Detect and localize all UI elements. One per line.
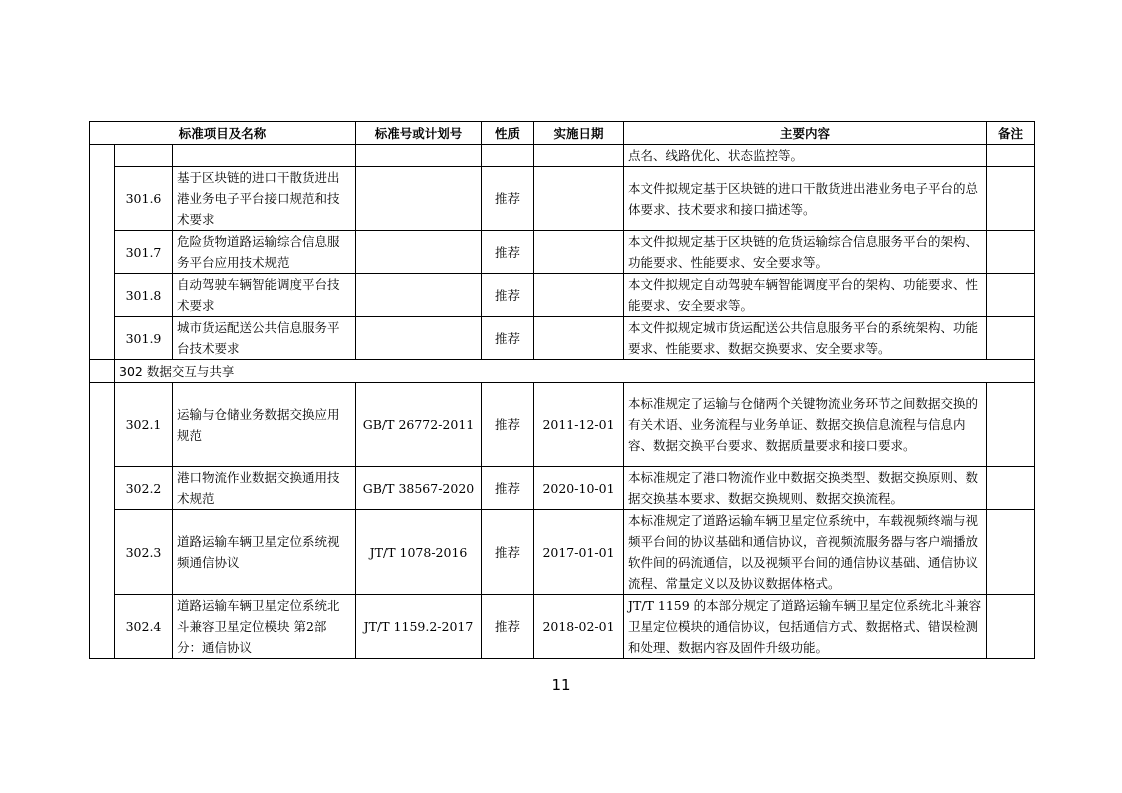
row-name [173, 145, 356, 167]
row-number: 302.2 [115, 467, 173, 510]
row-nature: 推荐 [482, 231, 534, 274]
row-content: 本文件拟规定基于区块链的危货运输综合信息服务平台的架构、功能要求、性能要求、安全要求等。 [624, 231, 987, 274]
row-name: 道路运输车辆卫星定位系统视频通信协议 [173, 510, 356, 595]
table-row [90, 231, 1035, 274]
row-code [356, 231, 482, 274]
row-code [356, 145, 482, 167]
row-code [356, 167, 482, 231]
row-remark [987, 510, 1035, 595]
row-name: 基于区块链的进口干散货进出港业务电子平台接口规范和技术要求 [173, 167, 356, 231]
section-title: 302 数据交互与共享 [115, 360, 1035, 383]
header-code: 标准号或计划号 [356, 122, 482, 145]
row-code [356, 274, 482, 317]
row-remark [987, 467, 1035, 510]
section-row [90, 360, 1035, 383]
row-number: 302.3 [115, 510, 173, 595]
row-date [534, 145, 624, 167]
row-content: JT/T 1159 的本部分规定了道路运输车辆卫星定位系统北斗兼容卫星定位模块的通信协议，包括通信方式、数据格式、错误检测和处理、数据内容及固件升级功能。 [624, 595, 987, 659]
row-date [534, 167, 624, 231]
row-nature: 推荐 [482, 467, 534, 510]
row-content: 本标准规定了港口物流作业中数据交换类型、数据交换原则、数据交换基本要求、数据交换规则、数据交换流程。 [624, 467, 987, 510]
row-content: 本文件拟规定基于区块链的进口干散货进出港业务电子平台的总体要求、技术要求和接口描述等。 [624, 167, 987, 231]
page-number: 11 [551, 676, 571, 694]
row-code: JT/T 1078-2016 [356, 510, 482, 595]
row-nature: 推荐 [482, 317, 534, 360]
row-date: 2020-10-01 [534, 467, 624, 510]
header-nature: 性质 [482, 122, 534, 145]
row-number: 301.6 [115, 167, 173, 231]
row-content: 点名、线路优化、状态监控等。 [624, 145, 987, 167]
indent-cell [90, 383, 115, 659]
row-content: 本文件拟规定城市货运配送公共信息服务平台的系统架构、功能要求、性能要求、数据交换要求、安全要求等。 [624, 317, 987, 360]
row-remark [987, 274, 1035, 317]
row-name: 危险货物道路运输综合信息服务平台应用技术规范 [173, 231, 356, 274]
table-row [90, 383, 1035, 467]
row-name: 自动驾驶车辆智能调度平台技术要求 [173, 274, 356, 317]
row-code: GB/T 38567-2020 [356, 467, 482, 510]
row-content: 本标准规定了运输与仓储两个关键物流业务环节之间数据交换的有关术语、业务流程与业务单证、数据交换信息流程与信息内容、数据交换平台要求、数据质量要求和接口要求。 [624, 383, 987, 467]
row-date: 2017-01-01 [534, 510, 624, 595]
row-number: 302.1 [115, 383, 173, 467]
row-nature: 推荐 [482, 274, 534, 317]
row-number: 302.4 [115, 595, 173, 659]
row-content: 本标准规定了道路运输车辆卫星定位系统中，车载视频终端与视频平台间的协议基础和通信协议，音视频流服务器与客户端播放软件间的码流通信，以及视频平台间的通信协议基础、通信协议流程、常量定义以及协议数据体格式。 [624, 510, 987, 595]
row-nature: 推荐 [482, 383, 534, 467]
standards-table [89, 121, 1035, 659]
row-remark [987, 383, 1035, 467]
header-date: 实施日期 [534, 122, 624, 145]
table-row [90, 274, 1035, 317]
table-row [90, 467, 1035, 510]
row-name: 城市货运配送公共信息服务平台技术要求 [173, 317, 356, 360]
table-row [90, 595, 1035, 659]
row-date [534, 317, 624, 360]
table-row [90, 167, 1035, 231]
row-name: 道路运输车辆卫星定位系统北斗兼容卫星定位模块 第2部分：通信协议 [173, 595, 356, 659]
row-number: 301.7 [115, 231, 173, 274]
header-content: 主要内容 [624, 122, 987, 145]
row-content: 本文件拟规定自动驾驶车辆智能调度平台的架构、功能要求、性能要求、安全要求等。 [624, 274, 987, 317]
row-nature [482, 145, 534, 167]
row-date [534, 231, 624, 274]
row-remark [987, 595, 1035, 659]
indent-cell [90, 360, 115, 383]
table-header-row [90, 122, 1035, 145]
row-remark [987, 167, 1035, 231]
table-row [90, 510, 1035, 595]
header-remark: 备注 [987, 122, 1035, 145]
row-number [115, 145, 173, 167]
row-date: 2018-02-01 [534, 595, 624, 659]
row-name: 运输与仓储业务数据交换应用规范 [173, 383, 356, 467]
indent-cell [90, 145, 115, 360]
row-number: 301.9 [115, 317, 173, 360]
row-remark [987, 231, 1035, 274]
row-date: 2011-12-01 [534, 383, 624, 467]
row-name: 港口物流作业数据交换通用技术规范 [173, 467, 356, 510]
row-date [534, 274, 624, 317]
row-remark [987, 317, 1035, 360]
table-row [90, 317, 1035, 360]
row-remark [987, 145, 1035, 167]
row-nature: 推荐 [482, 510, 534, 595]
row-code: JT/T 1159.2-2017 [356, 595, 482, 659]
row-nature: 推荐 [482, 595, 534, 659]
table-row-continuation [90, 145, 1035, 167]
header-project: 标准项目及名称 [90, 122, 356, 145]
row-number: 301.8 [115, 274, 173, 317]
row-code: GB/T 26772-2011 [356, 383, 482, 467]
row-nature: 推荐 [482, 167, 534, 231]
row-code [356, 317, 482, 360]
